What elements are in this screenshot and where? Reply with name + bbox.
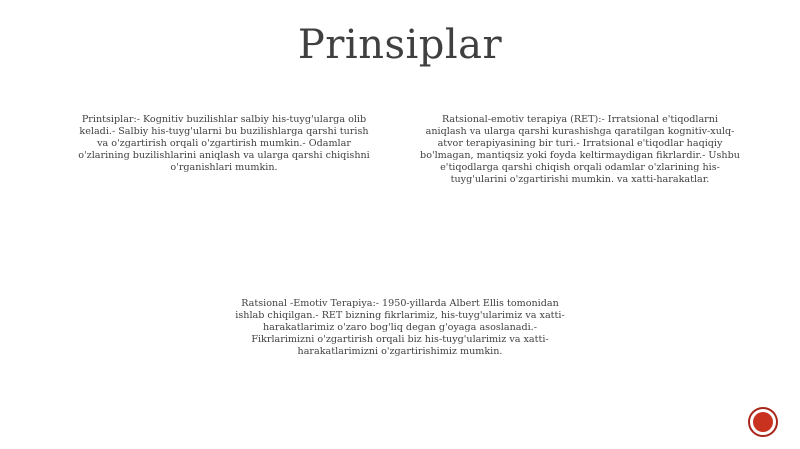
text-block-ret-history: Ratsional -Emotiv Terapiya:- 1950-yillarda Albert Ellis tomonidan ishlab chiqilgan.- RET bizning fikrlarimiz, his-tuyg'ularimiz va xatti-harakatlarimiz o'zaro bog'liq degan g'oyaga asoslanadi.- Fikrlarimizni o'zgartirish orqali biz his-tuyg'ularimiz va xatti-harakatlarimizni o'zgartirishimiz mumkin. <box>235 298 565 357</box>
slide-title: Prinsiplar <box>297 22 503 68</box>
circle-nav-icon <box>753 412 773 432</box>
text-block-principles: Printsiplar:- Kognitiv buzilishlar salbiy his-tuyg'ularga olib keladi.- Salbiy his-tuyg'ularni bu buzilishlarga qarshi turish va o'zgartirish orqali o'zgartirish mumkin.- Odamlar o'zlarining buzilishlarini aniqlash va ularga qarshi chiqishni o'rganishlari mumkin. <box>78 114 370 173</box>
next-slide-button[interactable] <box>748 407 778 437</box>
text-block-ret: Ratsional-emotiv terapiya (RET):- Irratsional e'tiqodlarni aniqlash va ularga qarshi kurashishga qaratilgan kognitiv-xulq-atvor terapiyasining bir turi.- Irratsional e'tiqodlar haqiqiy bo'lmagan, mantiqsiz yoki foyda keltirmaydigan fikrlardir.- Ushbu e'tiqodlarga qarshi chiqish orqali odamlar o'zlarining his-tuyg'ularini o'zgartirishi mumkin. va xatti-harakatlar. <box>420 114 740 185</box>
